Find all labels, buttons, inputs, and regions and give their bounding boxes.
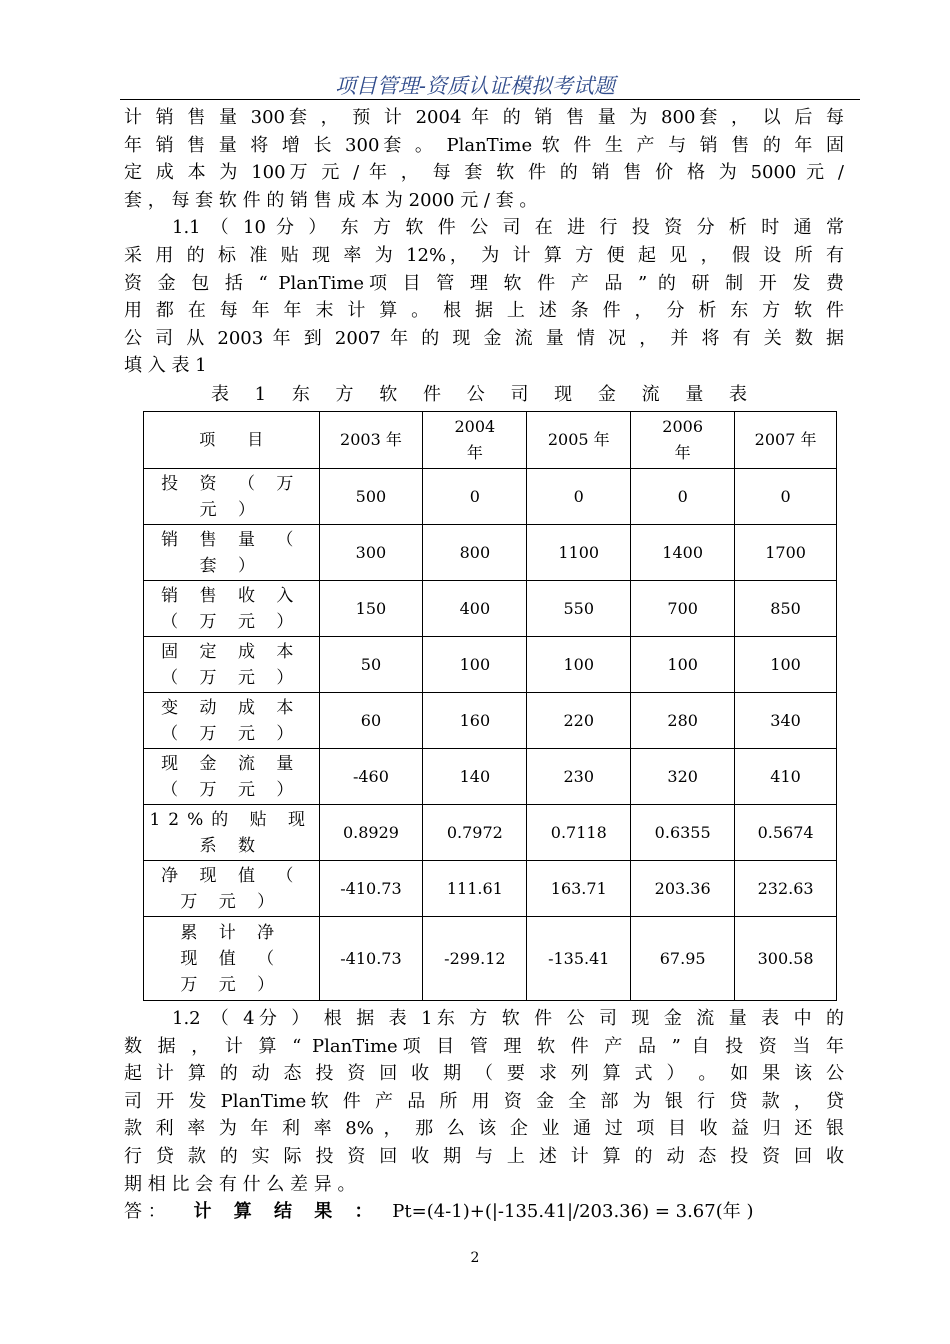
header-2006: 2006 年 — [631, 412, 735, 469]
cell-value: 1100 — [527, 525, 631, 581]
cell-value: 67.95 — [631, 917, 735, 1001]
cell-value: 160 — [423, 693, 527, 749]
intro-line: 定 成 本 为 100万 元 / 年 ， 每 套 软 件 的 销 售 价 格 为 5000 元 / — [124, 162, 844, 184]
cell-value: 0.7118 — [527, 805, 631, 861]
cell-value: 0 — [527, 469, 631, 525]
cell-value: 60 — [319, 693, 423, 749]
answer-formula: Pt=(4-1)+(|-135.41|/203.36) = 3.67(年 ) — [392, 1201, 754, 1223]
table-row — [144, 693, 837, 749]
header-item: 项 目 — [144, 412, 320, 469]
row-label: 投 资 （ 万 元 ） — [144, 469, 320, 525]
answer-prefix: 答 ： — [124, 1201, 166, 1223]
cell-value: -135.41 — [527, 917, 631, 1001]
question-1-2-line: 行 贷 款 的 实 际 投 资 回 收 期 与 上 述 计 算 的 动 态 投 资 回 收 — [124, 1145, 844, 1167]
table-row — [144, 805, 837, 861]
table-row — [144, 637, 837, 693]
cell-value: 400 — [423, 581, 527, 637]
cell-value: 232.63 — [735, 861, 837, 917]
cell-value: 100 — [527, 637, 631, 693]
cell-value: 140 — [423, 749, 527, 805]
cell-value: 230 — [527, 749, 631, 805]
question-1-2-section — [124, 1005, 844, 1226]
question-1-2-line: 期 相 比 会 有 什 么 差 异 。 — [124, 1173, 356, 1195]
cell-value: 220 — [527, 693, 631, 749]
cell-value: -410.73 — [319, 917, 423, 1001]
answer-line — [124, 1198, 844, 1226]
question-1-2-line: 1.2 （ 4分 ） 根 据 表 1东 方 软 件 公 司 现 金 流 量 表 中 的 — [172, 1008, 844, 1029]
row-label: 变 动 成 本 （ 万 元 ） — [144, 693, 320, 749]
cell-value: -410.73 — [319, 861, 423, 917]
cell-value: 550 — [527, 581, 631, 637]
intro-line: 套 ， 每 套 软 件 的 销 售 成 本 为 2000 元 / 套 。 — [124, 189, 538, 211]
cell-value: 50 — [319, 637, 423, 693]
header-2003: 2003 年 — [319, 412, 423, 469]
row-label: 净 现 值 （ 万 元 ） — [144, 861, 320, 917]
cell-value: 410 — [735, 749, 837, 805]
cell-value: 0 — [423, 469, 527, 525]
cell-value: 800 — [423, 525, 527, 581]
cell-value: 340 — [735, 693, 837, 749]
question-1-1-line: 填 入 表 1 — [124, 355, 207, 377]
table-row — [144, 581, 837, 637]
cell-value: 0.6355 — [631, 805, 735, 861]
row-label: 现 金 流 量 （ 万 元 ） — [144, 749, 320, 805]
cell-value: 850 — [735, 581, 837, 637]
header-2005: 2005 年 — [527, 412, 631, 469]
cell-value: 0.7972 — [423, 805, 527, 861]
question-1-2-line: 数 据 ， 计 算 “ PlanTime项 目 管 理 软 件 产 品 ” 自 投 资 当 年 — [124, 1035, 844, 1057]
intro-line: 年 销 售 量 将 增 长 300套 。 PlanTime 软 件 生 产 与 销 售 的 年 固 — [124, 134, 844, 156]
row-label: 销 售 量 （ 套 ） — [144, 525, 320, 581]
table-row — [144, 525, 837, 581]
row-label: 固 定 成 本 （ 万 元 ） — [144, 637, 320, 693]
cell-value: 163.71 — [527, 861, 631, 917]
question-1-1-line: 采 用 的 标 准 贴 现 率 为 12%， 为 计 算 方 便 起 见 ， 假 设 所 有 — [124, 244, 844, 266]
row-label: 累 计 净 现 值 （ 万 元 ） — [144, 917, 320, 1001]
header-2007: 2007 年 — [735, 412, 837, 469]
cell-value: 0 — [631, 469, 735, 525]
row-label: 12%的 贴 现 系 数 — [144, 805, 320, 861]
cell-value: 320 — [631, 749, 735, 805]
cell-value: 1400 — [631, 525, 735, 581]
cell-value: 203.36 — [631, 861, 735, 917]
question-1-1-line: 用 都 在 每 年 年 末 计 算 。 根 据 上 述 条 件 ， 分 析 东 方 软 件 — [124, 300, 844, 322]
cell-value: 280 — [631, 693, 735, 749]
cell-value: -460 — [319, 749, 423, 805]
row-label: 销 售 收 入 （ 万 元 ） — [144, 581, 320, 637]
header-rule — [120, 99, 860, 100]
cell-value: 111.61 — [423, 861, 527, 917]
cell-value: 0.8929 — [319, 805, 423, 861]
table-row — [144, 917, 837, 1001]
page-header-title: 项目管理-资质认证模拟考试题 — [334, 74, 616, 98]
cell-value: 500 — [319, 469, 423, 525]
cell-value: 700 — [631, 581, 735, 637]
question-1-2-line: 司 开 发 PlanTime软 件 产 品 所 用 资 金 全 部 为 银 行 贷 款 ， 贷 — [124, 1090, 844, 1112]
cell-value: 0.5674 — [735, 805, 837, 861]
question-1-2-line: 款 利 率 为 年 利 率 8% ， 那 么 该 企 业 通 过 项 目 收 益 归 还 银 — [124, 1118, 844, 1140]
table-row — [144, 749, 837, 805]
question-1-1-line: 1.1 （ 10 分 ） 东 方 软 件 公 司 在 进 行 投 资 分 析 时 通 常 — [172, 217, 844, 239]
cell-value: 1700 — [735, 525, 837, 581]
table-row — [144, 861, 837, 917]
cell-value: 100 — [423, 637, 527, 693]
cell-value: 0 — [735, 469, 837, 525]
cell-value: 100 — [735, 637, 837, 693]
header-2004: 2004 年 — [423, 412, 527, 469]
table-caption: 表 1 东 方 软 件 公 司 现 金 流 量 表 — [210, 383, 758, 405]
cell-value: 300 — [319, 525, 423, 581]
question-1-1-line: 资 金 包 括 “ PlanTime项 目 管 理 软 件 产 品 ” 的 研 制 开 发 费 — [124, 272, 844, 294]
cell-value: -299.12 — [423, 917, 527, 1001]
question-1-2-line: 起 计 算 的 动 态 投 资 回 收 期 （ 要 求 列 算 式 ） 。 如 果 该 公 — [124, 1063, 844, 1085]
answer-bold-label: 计 算 结 果 ： — [193, 1201, 381, 1223]
question-1-1-line: 公 司 从 2003 年 到 2007 年 的 现 金 流 量 情 况 ， 并 将 有 关 数 据 — [124, 327, 844, 349]
cell-value: 100 — [631, 637, 735, 693]
table-row — [144, 469, 837, 525]
intro-section — [124, 104, 844, 408]
intro-line: 计 销 售 量 300套 ， 预 计 2004 年 的 销 售 量 为 800套 ， 以 后 每 — [124, 107, 844, 128]
page-number: 2 — [470, 1250, 480, 1266]
cell-value: 150 — [319, 581, 423, 637]
cash-flow-table — [143, 411, 837, 1001]
cell-value: 300.58 — [735, 917, 837, 1001]
